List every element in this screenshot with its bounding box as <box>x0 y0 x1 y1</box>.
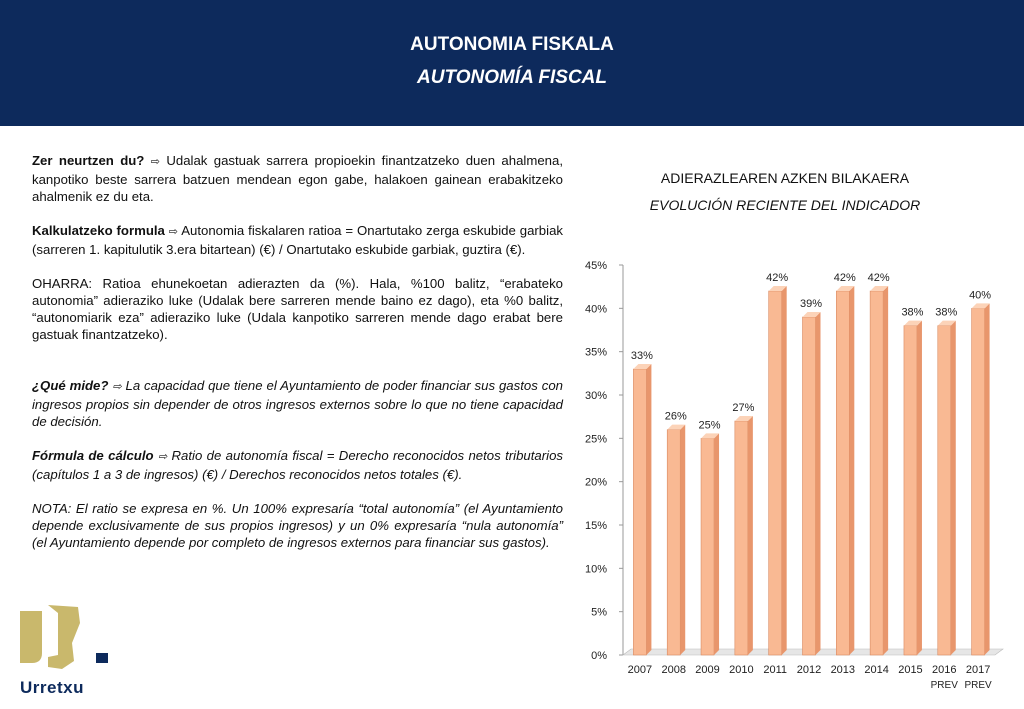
y-tick-label: 40% <box>584 303 607 316</box>
arrow-right-icon: ⇨ <box>112 381 122 393</box>
bar-side <box>714 433 719 655</box>
y-tick-label: 35% <box>584 346 607 359</box>
data-label: 38% <box>935 306 958 319</box>
bar <box>803 317 816 655</box>
label-what-eu: Zer neurtzen du? <box>32 153 145 168</box>
data-label: 33% <box>630 350 653 362</box>
x-tick-label: 2013 <box>830 664 856 676</box>
bar-chart <box>575 250 1015 705</box>
x-tick-label: 2009 <box>695 664 720 676</box>
data-label: 42% <box>766 272 789 284</box>
bar <box>633 369 646 655</box>
bar <box>769 291 782 655</box>
body-what-eu: Udalak gastuak sarrera propioekin finantzatzeko duen ahalmena, kanpotiko beste sarrera batzuen mendean egon gabe, halakoen gainean erabakitzeko ahalmenik ez du eta. <box>32 153 564 204</box>
x-tick-label: 2007 <box>627 664 653 676</box>
x-tick-label: 2014 <box>864 664 889 676</box>
label-what-es: ¿Qué mide? <box>32 378 109 393</box>
x-tick-sublabel: PREV <box>964 680 992 691</box>
bar <box>667 430 680 655</box>
data-label: 38% <box>901 306 924 319</box>
paragraph-formula-es <box>32 447 563 483</box>
chart-title-basque: ADIERAZLEAREN AZKEN BILAKAERA <box>660 170 910 186</box>
bar <box>735 421 748 655</box>
arrow-right-icon: ⇨ <box>150 156 160 168</box>
paragraph-note-eu: OHARRA: Ratioa ehunekoetan adierazten da (%). Hala, %100 balitz, “erabateko autonomia” adieraziko luke (Udalak bere sarreren mende baino ez dago), eta %0 balitz, “autonomiarik eza” adieraziko luke (Udala kanpotiko sarreren mende dago erabat bere gastuak finantzatzeko). <box>32 276 563 342</box>
x-tick-label: 2008 <box>661 664 686 676</box>
x-tick-label: 2010 <box>729 664 754 676</box>
paragraph-note-es: NOTA: El ratio se expresa en %. Un 100% expresaría “total autonomía” (el Ayuntamiento depende exclusivamente de sus propios ingresos) y un 0% expresaría “nula autonomía” (el Ayuntamiento depende por completo de ingresos externos para financiar sus gastos). <box>32 501 563 550</box>
bar <box>701 438 714 655</box>
paragraph-formula-eu <box>32 222 563 258</box>
bar-side <box>680 425 685 655</box>
bar-side <box>646 364 651 655</box>
x-tick-label: 2016 <box>932 664 957 676</box>
y-tick-label: 0% <box>591 650 607 662</box>
x-tick-label: 2015 <box>898 664 923 676</box>
bar-side <box>951 321 956 655</box>
arrow-right-icon: ⇨ <box>157 451 168 463</box>
bar-side <box>917 321 922 655</box>
bar-side <box>883 286 888 655</box>
bar <box>870 291 883 655</box>
paragraph-what-es <box>32 377 563 430</box>
bar <box>904 326 917 655</box>
x-tick-sublabel: PREV <box>930 680 958 691</box>
arrow-right-icon: ⇨ <box>168 226 179 238</box>
y-tick-label: 30% <box>584 390 607 402</box>
x-tick-label: 2017 <box>965 664 991 676</box>
data-label: 25% <box>698 419 721 432</box>
bar-side <box>782 286 787 655</box>
data-label: 42% <box>833 272 856 284</box>
title-spanish: AUTONOMÍA FISCAL <box>417 67 607 88</box>
body-formula-es: Ratio de autonomía fiscal = Derecho reconocidos netos tributarios (capítulos 1 a 3 de ingresos) (€) / Derechos reconocidos netos totales (€). <box>32 448 563 482</box>
data-label: 39% <box>799 298 823 310</box>
x-tick-label: 2011 <box>763 664 788 676</box>
bar-side <box>849 286 854 655</box>
x-tick-label: 2012 <box>796 664 822 676</box>
chart-title-spanish: EVOLUCIÓN RECIENTE DEL INDICADOR <box>649 197 921 213</box>
bar <box>836 291 849 655</box>
y-tick-label: 5% <box>591 606 607 619</box>
label-formula-es: Fórmula de cálculo <box>32 448 154 463</box>
bar <box>972 308 985 655</box>
y-tick-label: 10% <box>584 563 607 576</box>
bar <box>938 326 951 655</box>
header-banner <box>0 0 1024 126</box>
data-label: 42% <box>867 272 890 284</box>
logo-name: Urretxu <box>20 678 84 697</box>
y-tick-label: 25% <box>584 433 607 446</box>
data-label: 26% <box>664 410 687 423</box>
data-label: 27% <box>732 402 755 414</box>
description-text <box>32 152 563 568</box>
paragraph-what-eu <box>32 152 563 205</box>
body-what-es: La capacidad que tiene el Ayuntamiento de poder financiar sus gastos con ingresos propios sin depender de otros ingresos externos sobre lo que no tiene capacidad de decisión. <box>32 378 563 429</box>
title-basque: AUTONOMIA FISKALA <box>410 34 614 55</box>
bar-side <box>985 303 990 655</box>
bar-side <box>748 416 753 655</box>
y-tick-label: 20% <box>584 476 607 489</box>
y-tick-label: 45% <box>584 260 607 272</box>
bar-side <box>816 312 821 655</box>
body-formula-eu: Autonomia fiskalaren ratioa = Onartutako zerga eskubide garbiak (sarreren 1. kapitulutik 3.era bitartean) (€) / Onartutako eskubide garbiak, guztira (€). <box>32 223 563 257</box>
label-formula-eu: Kalkulatzeko formula <box>32 223 165 238</box>
data-label: 40% <box>969 289 992 302</box>
y-tick-label: 15% <box>584 520 607 532</box>
